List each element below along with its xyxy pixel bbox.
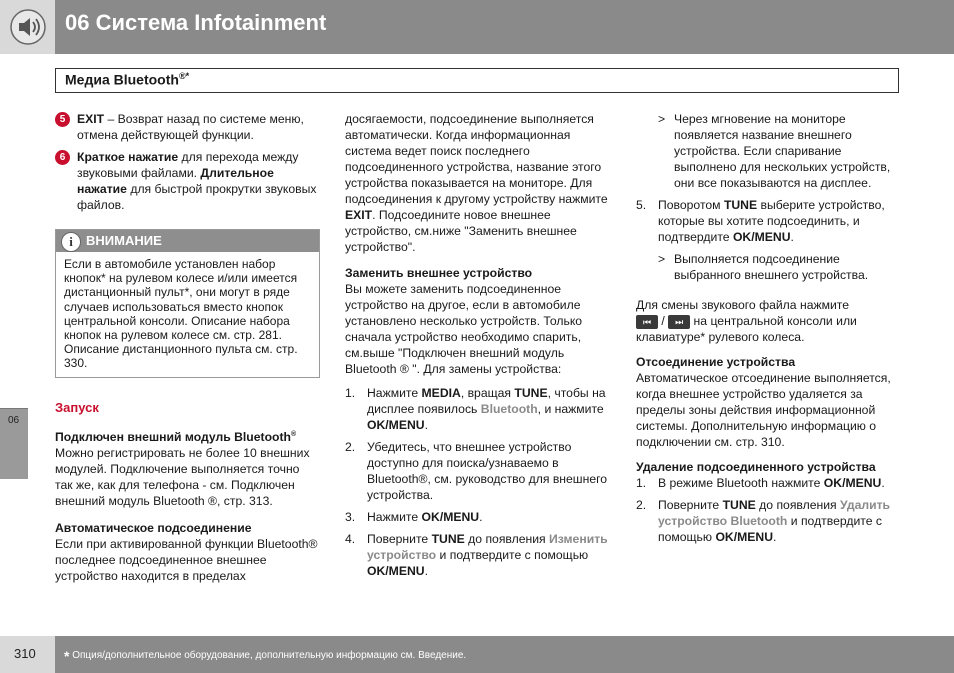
disconnect-heading: Отсоединение устройства: [636, 355, 796, 369]
column-3: [636, 111, 901, 545]
footnote: * Опция/дополнительное оборудование, дополнительную информацию см. Введение.: [64, 648, 467, 664]
auto-connect-continued: досягаемости, подсоединение выполняется автоматически. Когда информационная система ведет поиск последнего подсоединенного устройства, название этого устройства показывается на мониторе. Для подсоединения к другому устройству нажмите EXIT. Подсоедините новое внешнее устройство, см.ниже "Заменить внешнее устройство".: [345, 112, 608, 254]
chapter-side-tab-label: 06: [8, 415, 20, 426]
replace-device-text: Вы можете заменить подсоединенное устройство на другое, если в автомобиле установлено несколько устройств. Только сначала устройство необходимо спарить, см.выше "Подключен внешний модуль Bluetooth ® ". Для замены устройства:: [345, 282, 583, 376]
remove-device-heading: Удаление подсоединенного устройства: [636, 460, 876, 474]
result-note-1: > Через мгновение на мониторе появляется название внешнего устройства. Если спаривание выполнено для нескольких устройств, они все показываются на дисплее.: [658, 112, 891, 190]
result-note-2: > Выполняется подсоединение выбранного внешнего устройства.: [658, 252, 869, 282]
remove-step-1: 1. В режиме Bluetooth нажмите OK/MENU.: [636, 476, 885, 490]
note-text: Если в автомобиле установлен набор кнопок* на рулевом колесе и/или имеется дистанционный пульт*, они могут в ряде случаев использоваться вместо кнопок центральной консоли. Описание набора кнопок на рулевом колесе см. стр. 281. Описание дистанционного пульта см. стр. 330.: [64, 257, 298, 371]
page-number: 310: [14, 646, 36, 661]
step-3: 3. Нажмите OK/MENU.: [345, 510, 483, 524]
page-number-box: [0, 636, 55, 673]
step-4: 4. Поверните TUNE до появления Изменить устройство и подтвердите с помощью OK/MENU.: [345, 532, 608, 578]
note-header: [56, 230, 319, 252]
column-2: [345, 111, 610, 579]
info-icon: i: [61, 232, 81, 252]
step-2: 2. Убедитесь, что внешнее устройство доступно для поиска/узнаваемо в Bluetooth®, см. руководство для внешнего устройства.: [345, 440, 608, 502]
launch-heading: Запуск: [55, 399, 99, 415]
next-track-icon: ⏭: [668, 315, 690, 329]
chapter-title: 06 Система Infotainment: [65, 10, 327, 35]
step-5: 5. Поворотом TUNE выберите устройство, которые вы хотите подсоединить, и подтвердите OK/MENU.: [636, 198, 885, 244]
note-title: ВНИМАНИЕ: [86, 233, 162, 248]
section-title-box: [55, 68, 899, 93]
previous-track-icon: ⏮: [636, 315, 658, 329]
chapter-side-tab: [0, 408, 28, 479]
change-file-text: Для смены звукового файла нажмите ⏮ / ⏭ на центральной консоли или клавиатуре* рулевого колеса.: [636, 298, 857, 344]
header-bar: [0, 0, 954, 54]
item-5: 5 EXIT – Возврат назад по системе меню, отмена действующей функции.: [55, 111, 320, 143]
auto-connect-heading: Автоматическое подсоединение: [55, 520, 252, 535]
note-box: [55, 229, 320, 378]
section-title: Медиа Bluetooth®*: [65, 71, 190, 88]
item-6: 6 Краткое нажатие для перехода между звуковыми файлами. Длительное нажатие для быстрой прокрутки звуковых файлов.: [55, 149, 320, 213]
number-badge-6: 6: [55, 150, 70, 165]
step-1: 1. Нажмите MEDIA, вращая TUNE, чтобы на дисплее появилось Bluetooth, и нажмите OK/MENU.: [345, 386, 606, 432]
external-module-heading: Подключен внешний модуль Bluetooth®: [55, 429, 297, 444]
number-badge-5: 5: [55, 112, 70, 127]
auto-connect-text: Если при активированной функции Bluetooth® последнее подсоединенное внешнее устройство находится в пределах: [55, 536, 318, 583]
speaker-icon: [9, 8, 47, 46]
header-icon-box: [0, 0, 55, 54]
remove-step-2: 2. Поверните TUNE до появления Удалить устройство Bluetooth и подтвердите с помощью OK/MENU.: [636, 498, 891, 544]
replace-device-heading: Заменить внешнее устройство: [345, 266, 533, 280]
footer-bar: [0, 636, 954, 673]
disconnect-text: Автоматическое отсоединение выполняется, когда внешнее устройство удаляется за пределы зоны действия информационной системы. Дополнительную информацию о подключении см. стр. 310.: [636, 371, 891, 449]
column-1: [55, 111, 320, 584]
external-module-text: Можно регистрировать не более 10 внешних модулей. Подключение выполняется точно так же, как для телефона - см. Подключен внешний модуль Bluetooth ®, стр. 313.: [55, 445, 310, 508]
